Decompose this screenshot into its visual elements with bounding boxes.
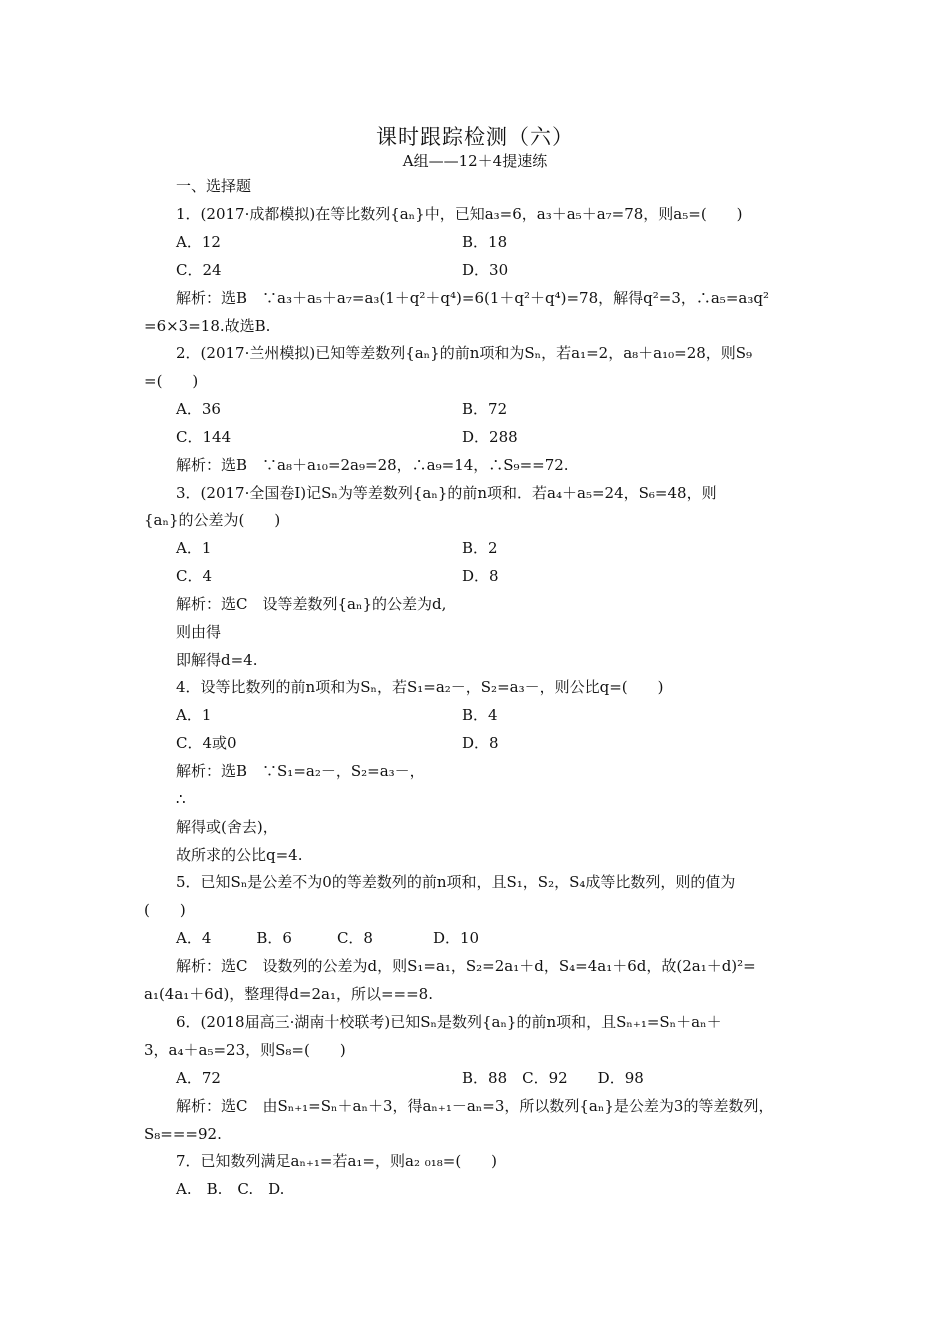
page-subtitle: A组——12＋4提速练: [402, 152, 548, 170]
question-3-stem-line1: 3．(2017·全国卷Ⅰ)记Sₙ为等差数列{aₙ}的前n项和．若a₄＋a₅=24，S₆=48，则: [176, 484, 717, 502]
q4-solution-line2: ∴: [176, 790, 186, 808]
q3-option-d: D．8: [462, 567, 499, 585]
question-7-stem: 7．已知数列满足aₙ₊₁=若a₁=，则a₂ ₀₁₈=( ): [176, 1152, 498, 1170]
q4-option-a: A．1: [176, 706, 212, 724]
q4-option-c: C．4或0: [176, 734, 237, 752]
section-heading: 一、选择题: [176, 177, 252, 195]
question-4-stem: 4．设等比数列的前n项和为Sₙ，若S₁=a₂－，S₂=a₃－，则公比q=( ): [176, 678, 664, 696]
question-2-stem-line1: 2．(2017·兰州模拟)已知等差数列{aₙ}的前n项和为Sₙ，若a₁=2，a₈＋a₁₀=28，则S₉: [176, 344, 753, 362]
q4-solution-line1: 解析：选B ∵S₁=a₂－，S₂=a₃－，: [176, 762, 425, 780]
q6-solution-line1: 解析：选C 由Sₙ₊₁=Sₙ＋aₙ＋3，得aₙ₊₁－aₙ=3，所以数列{aₙ}是公差为3的等差数列，: [176, 1097, 774, 1115]
page-title: 课时跟踪检测（六）: [376, 125, 574, 149]
q4-option-b: B．4: [462, 706, 498, 724]
q1-solution-line1: 解析：选B ∵a₃＋a₅＋a₇=a₃(1＋q²＋q⁴)=6(1＋q²＋q⁴)=78，解得q²=3，∴a₅=a₃q²: [176, 289, 769, 307]
q2-option-b: B．72: [462, 400, 508, 418]
question-5-stem-line1: 5．已知Sₙ是公差不为0的等差数列的前n项和，且S₁，S₂，S₄成等比数列，则的值为: [176, 873, 736, 891]
q1-option-a: A．12: [176, 233, 221, 251]
q4-option-d: D．8: [462, 734, 499, 752]
q5-options: A．4 B．6 C．8 D．10: [176, 929, 480, 947]
q7-options: A. B. C. D.: [176, 1180, 285, 1198]
question-6-stem-line1: 6．(2018届高三·湖南十校联考)已知Sₙ是数列{aₙ}的前n项和，且Sₙ₊₁=Sₙ＋aₙ＋: [176, 1013, 722, 1031]
question-1-stem: 1．(2017·成都模拟)在等比数列{aₙ}中，已知a₃=6，a₃＋a₅＋a₇=78，则a₅=( ): [176, 205, 743, 223]
question-2-stem-line2: =( ): [144, 372, 199, 390]
q6-option-a: A．72: [176, 1069, 221, 1087]
q1-solution-line2: =6×3=18.故选B.: [144, 317, 271, 335]
q2-option-a: A．36: [176, 400, 221, 418]
q3-option-b: B．2: [462, 539, 498, 557]
q3-option-a: A．1: [176, 539, 212, 557]
q6-solution-line2: S₈===92.: [144, 1125, 222, 1143]
q3-solution-line3: 即解得d=4.: [176, 651, 258, 669]
q5-solution-line2: a₁(4a₁＋6d)，整理得d=2a₁，所以===8.: [144, 985, 433, 1003]
q1-option-c: C．24: [176, 261, 222, 279]
q1-option-d: D．30: [462, 261, 509, 279]
question-3-stem-line2: {aₙ}的公差为( ): [144, 511, 281, 529]
q1-option-b: B．18: [462, 233, 508, 251]
q3-solution-line1: 解析：选C 设等差数列{aₙ}的公差为d,: [176, 595, 447, 613]
q6-options-bcd: B．88 C．92 D．98: [462, 1069, 644, 1087]
q3-option-c: C．4: [176, 567, 213, 585]
question-6-stem-line2: 3，a₄＋a₅=23，则S₈=( ): [144, 1041, 346, 1059]
q2-solution: 解析：选B ∵a₈＋a₁₀=2a₉=28，∴a₉=14，∴S₉==72.: [176, 456, 569, 474]
q5-solution-line1: 解析：选C 设数列的公差为d，则S₁=a₁，S₂=2a₁＋d，S₄=4a₁＋6d，故(2a₁＋d)²=: [176, 957, 756, 975]
question-5-stem-line2: ( ): [144, 901, 186, 919]
q2-option-c: C．144: [176, 428, 232, 446]
q4-solution-line4: 故所求的公比q=4.: [176, 846, 303, 864]
q2-option-d: D．288: [462, 428, 518, 446]
q4-solution-line3: 解得或(舍去)，: [176, 818, 278, 836]
q3-solution-line2: 则由得: [176, 623, 222, 641]
